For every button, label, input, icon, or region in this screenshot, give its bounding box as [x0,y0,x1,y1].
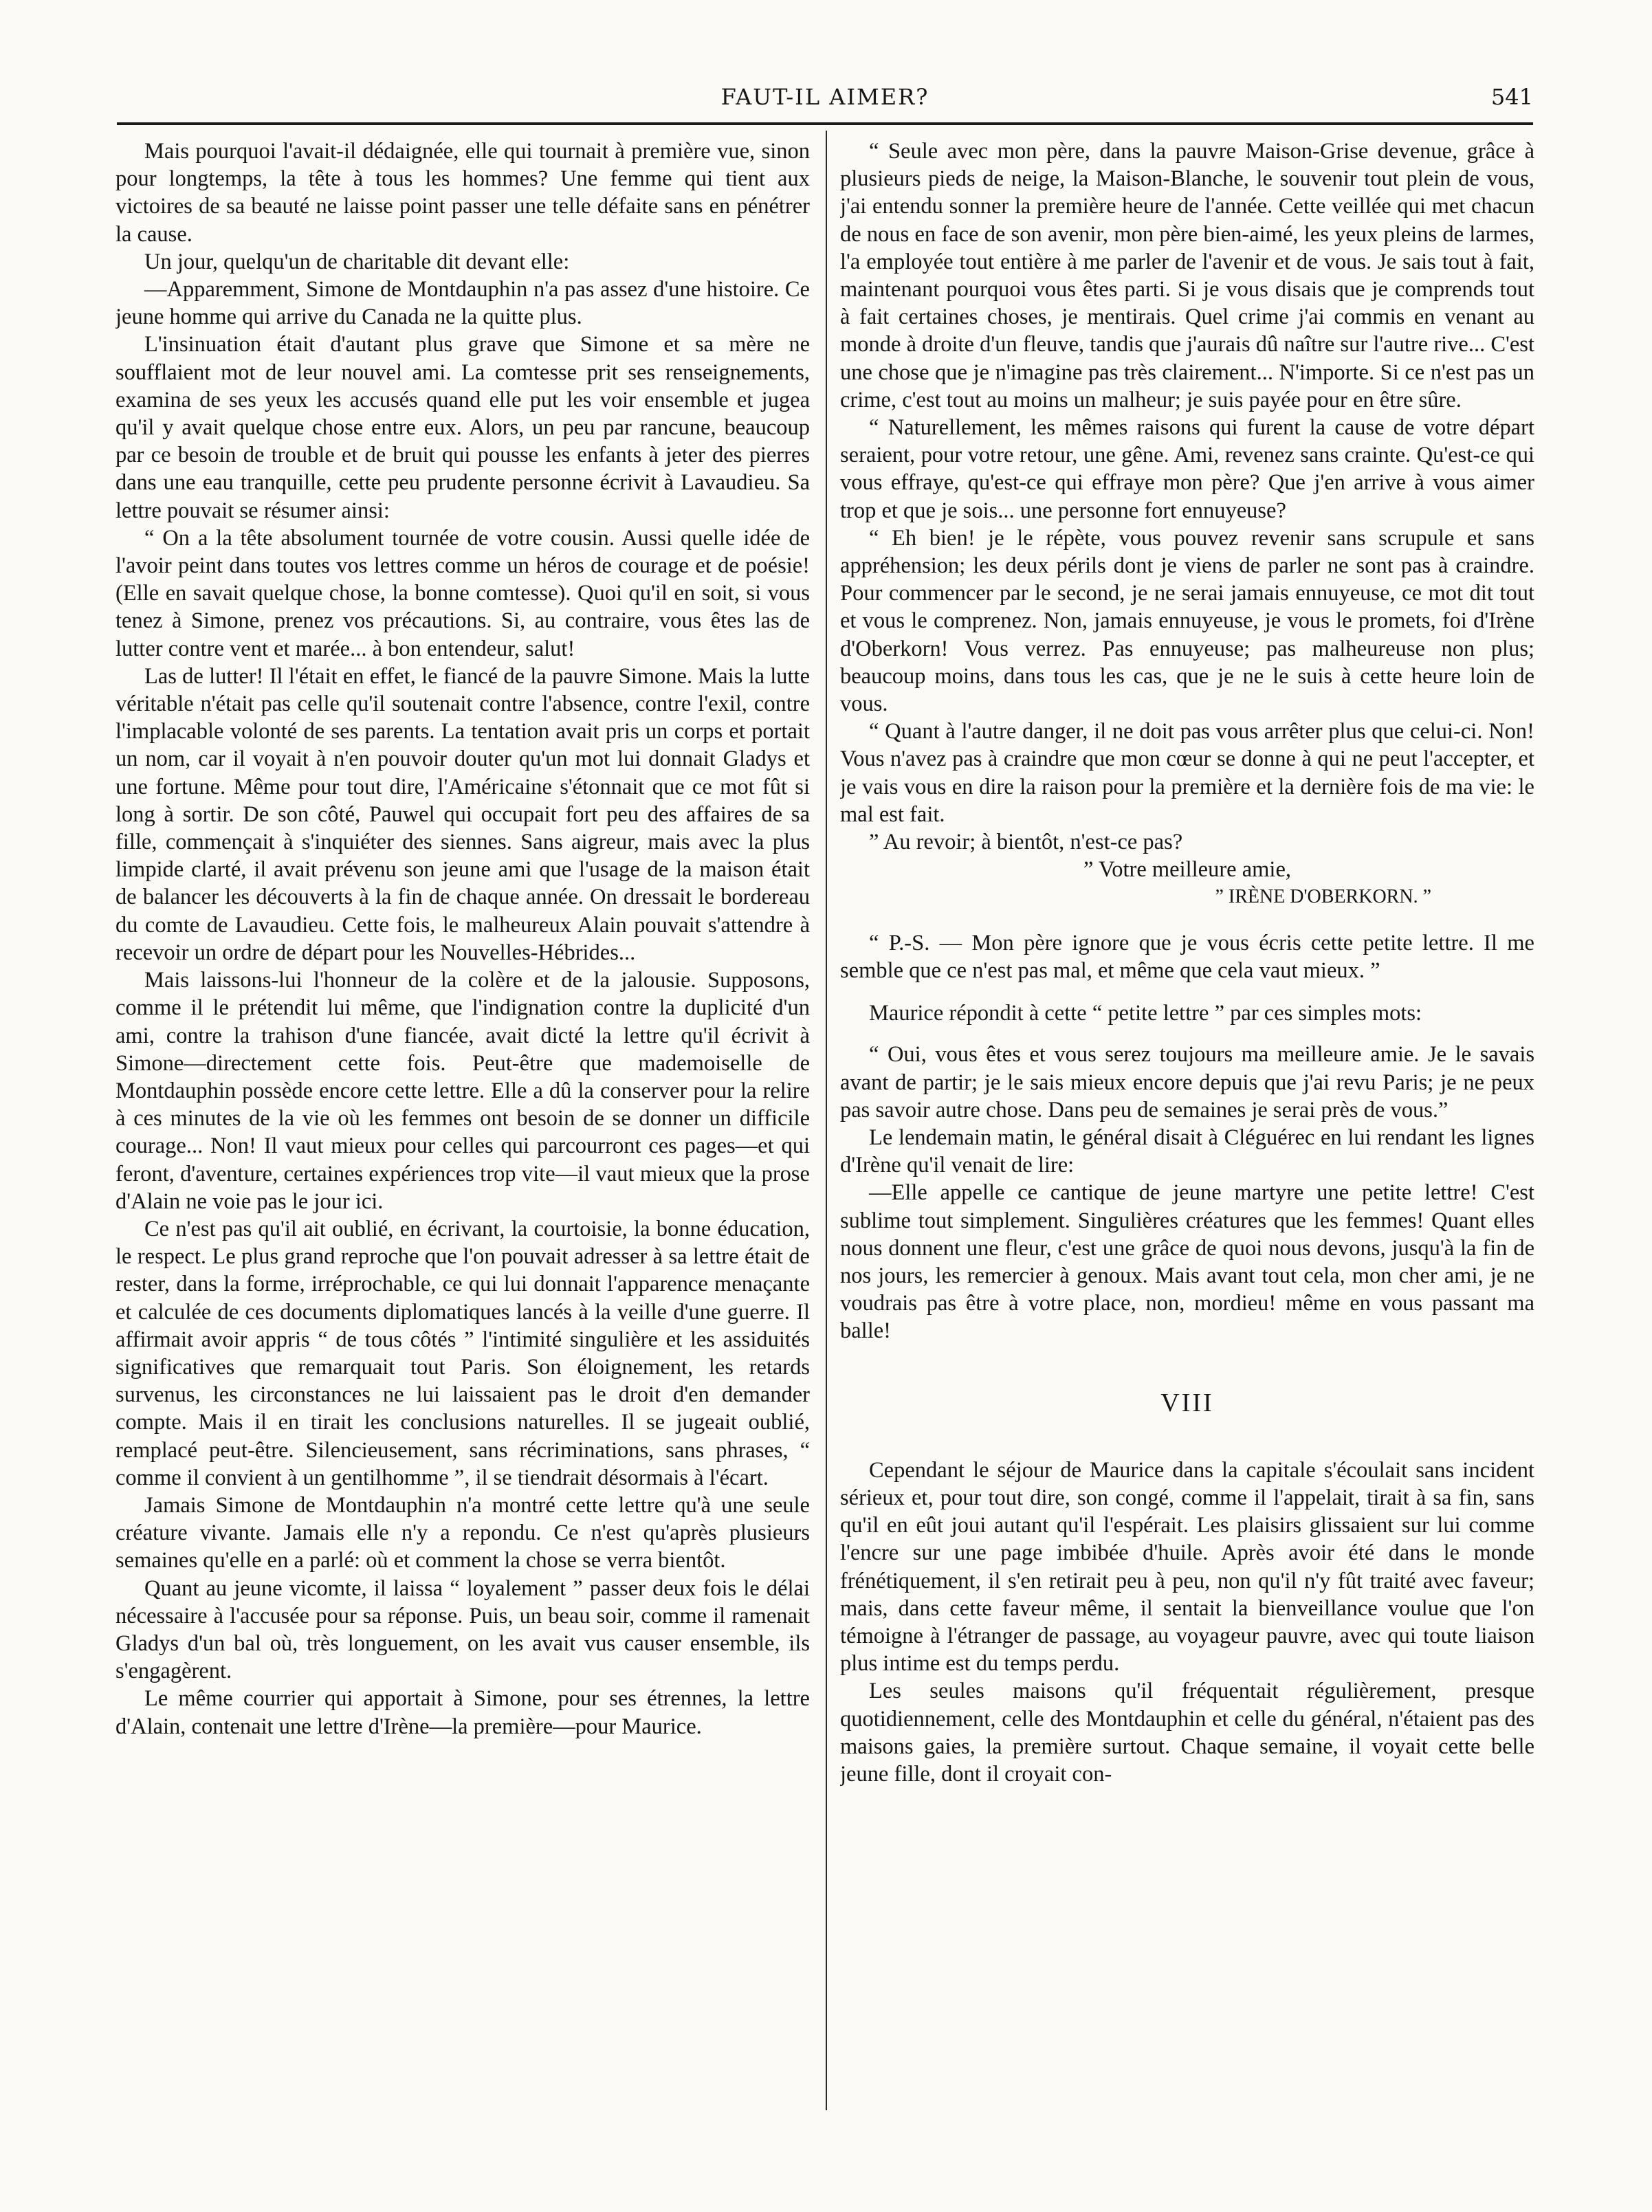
paragraph: Cependant le séjour de Maurice dans la capitale s'écoulait sans incident sérieux et, pour tout dire, son congé, comme il l'appelait, tirait à sa fin, sans qu'il en eût joui autant qu'il l'espérait. Les plaisirs glissaient sur lui comme l'encre sur une page imbibée d'huile. Après avoir été dans le monde frénétiquement, il s'en retirait peu à peu, non qu'il n'y fût traité avec faveur; mais, dans cette faveur même, il sentait la bienveillance voulue que l'on témoigne à l'étranger de passage, au voyageur pauvre, avec qui toute liaison plus intime est du temps perdu. [840,1457,1534,1677]
letter-paragraph: “ Quant à l'autre danger, il ne doit pas vous arrêter plus que celui-ci. Non! Vous n'avez pas à craindre que mon cœur se donne à qui ne peut l'accepter, et je vais vous en dire la raison pour la première et la dernière fois de ma vie: le mal est fait. [840,719,1534,827]
header-rule [117,122,1533,125]
paragraph: —Elle appelle ce cantique de jeune martyre une petite lettre! C'est sublime tout simplement. Singulières créatures que les femmes! Quant elles nous donnent une fleur, c'est une grâce de quoi nous devons, jusqu'à la fin de nos jours, les remercier à genoux. Mais avant tout cela, mon cher ami, je ne voudrais pas être à votre place, non, mordieu! même en vous passant ma balle! [840,1180,1534,1344]
letter-signature: ” IRÈNE D'OBERKORN. ” [1215,886,1431,908]
letter-salutation: ” Votre meilleure amie, [1083,857,1292,883]
chapter-heading: VIII [1160,1388,1214,1417]
paragraph: Mais pourquoi l'avait-il dédaignée, elle qui tournait à première vue, sinon pour longtemps, la tête à tous les hommes? Une femme qui tient aux victoires de sa beauté ne laisse point passer une telle défaite sans en pénétrer la cause. [115,139,810,247]
paragraph: Ce n'est pas qu'il ait oublié, en écrivant, la courtoisie, la bonne éducation, le respect. Le plus grand reproche que l'on pouvait adresser à sa lettre était de rester, dans la forme, irréprochable, ce qui lui donnait l'apparence menaçante et calculée de ces documents diplomatiques lancés à la veille d'une guerre. Il affirmait avoir appris “ de tous côtés ” l'intimité singulière et les assiduités significatives que remarquait tout Paris. Son éloignement, les retards survenus, les circonstances ne lui laissaient pas le droit d'en demander compte. Mais il en tirait les conclusions naturelles. Il se jugeait oublié, remplacé peut-être. Silencieusement, sans récriminations, sans phrases, “ comme il convient à un gentilhomme ”, il se tiendrait désormais à l'écart. [115,1216,810,1490]
left-column [115,137,810,2131]
letter-paragraph: “ Eh bien! je le répète, vous pouvez revenir sans scrupule et sans appréhension; les deux périls dont je viens de parler ne sont pas à craindre. Pour commencer par le second, je ne serai jamais ennuyeuse, ce mot dit tout et vous le comprenez. Non, jamais ennuyeuse, je vous le promets, foi d'Irène d'Oberkorn! Vous verrez. Pas ennuyeuse; pas malheureuse non plus; beaucoup moins, dans tous les cas, que je ne le suis à cette heure loin de vous. [840,525,1534,717]
page-number: 541 [1490,84,1533,110]
quoted-letter-paragraph: “ On a la tête absolument tournée de votre cousin. Aussi quelle idée de l'avoir peint dans toutes vos lettres comme un héros de courage et de poésie! (Elle en savait quelque chose, la bonne comtesse). Quoi qu'il en soit, si vous tenez à Simone, prenez vos précautions. Si, au contraire, vous êtes las de lutter contre vent et marée... à bon entendeur, salut! [115,525,810,661]
paragraph: Mais laissons-lui l'honneur de la colère et de la jalousie. Supposons, comme il le prétendit lui même, que l'indignation contre la duplicité d'un ami, contre la trahison d'une fiancée, avait dicté la lettre qu'il écrivit à Simone—directement cette fois. Peut-être que mademoiselle de Montdauphin possède encore cette lettre. Elle a dû la conserver pour la relire à ces minutes de la vie où les femmes ont besoin de se donner un difficile courage... Non! Il vaut mieux pour celles qui parcourront ces pages—et qui feront, d'aventure, certaines expériences trop vite—il vaut mieux que la prose d'Alain ne voie pas le jour ici. [115,968,810,1214]
paragraph: Quant au jeune vicomte, il laissa “ loyalement ” passer deux fois le délai nécessaire à l'accusée pour sa réponse. Puis, un beau soir, comme il ramenait Gladys d'un bal où, très longuement, on les avait vus causer ensemble, ils s'engagèrent. [115,1575,810,1684]
paragraph: Maurice répondit à cette “ petite lettre ” par ces simples mots: [869,1001,1422,1026]
running-title: FAUT-IL AIMER? [720,84,929,110]
letter-postscript: “ P.-S. — Mon père ignore que je vous écris cette petite lettre. Il me semble que ce n'est pas mal, et même que cela vaut mieux. ” [840,930,1534,983]
paragraph: Le même courrier qui apportait à Simone, pour ses étrennes, la lettre d'Alain, contenait une lettre d'Irène—la première—pour Maurice. [115,1686,810,1739]
paragraph: Les seules maisons qu'il fréquentait régulièrement, presque quotidiennement, celle des Montdauphin et celle du général, n'étaient pas des maisons gaies, la première surtout. Chaque semaine, il voyait cette belle jeune fille, dont il croyait con- [840,1679,1534,1787]
paragraph: Las de lutter! Il l'était en effet, le fiancé de la pauvre Simone. Mais la lutte véritable n'était pas celle qu'il soutenait contre l'absence, contre l'exil, contre l'implacable volonté de ses parents. La tentation avait pris un corps et portait un nom, car il voyait à n'en pouvoir douter qu'un mot lui donnait Gladys et une fortune. Même pour tout dire, l'Américaine s'étonnait que ce mot fût si long à sortir. De son côté, Pauwel qui occupait fort peu des affaires de sa fille, commençait à s'inquiéter des siennes. Sans aigreur, mais avec la plus limpide clarté, il avait prévenu son jeune ami que l'usage de la maison était de balancer les découverts à la fin de chaque année. On dressait le bordereau du comte de Lavaudieu. Cette fois, le malheureux Alain pouvait s'attendre à recevoir un ordre de départ pour les Nouvelles-Hébrides... [115,663,810,965]
paragraph: Un jour, quelqu'un de charitable dit devant elle: [144,249,570,274]
paragraph: —Apparemment, Simone de Montdauphin n'a pas assez d'une histoire. Ce jeune homme qui arrive du Canada ne la quitte plus. [115,277,810,330]
letter-paragraph: “ Seule avec mon père, dans la pauvre Maison-Grise devenue, grâce à plusieurs pieds de neige, la Maison-Blanche, le souvenir tout plein de vous, j'ai entendu sonner la première heure de l'année. Cette veillée qui met chacun de nous en face de son avenir, mon père bien-aimé, les yeux pleins de larmes, l'a employée tout entière à me parler de l'avenir et de vous. Je sais tout à fait, maintenant pourquoi vous êtes parti. Si je vous disais que je comprends tout à fait certaines choses, je mentirais. Quel crime j'ai commis en venant au monde à droite d'un fleuve, tandis que j'aurais dû naître sur l'autre rive... C'est une chose que je n'imagine pas très clairement... N'importe. Si ce n'est pas un crime, c'est tout au moins un malheur; je suis payée pour en être sûre. [840,139,1534,412]
paragraph: Le lendemain matin, le général disait à Cléguérec en lui rendant les lignes d'Irène qu'il venait de lire: [840,1125,1534,1178]
reply-letter: “ Oui, vous êtes et vous serez toujours ma meilleure amie. Je le savais avant de partir; je le sais mieux encore depuis que j'ai revu Paris; je ne peux pas savoir autre chose. Dans peu de semaines je serai près de vous.” [840,1042,1534,1122]
letter-paragraph: “ Naturellement, les mêmes raisons qui furent la cause de votre départ seraient, pour votre retour, une gêne. Ami, revenez sans crainte. Qu'est-ce qui vous effraye, qu'est-ce qui effraye mon père? Que j'en arrive à vous aimer trop et que je sois... une personne fort ennuyeuse? [840,415,1534,523]
column-divider [826,131,827,2110]
running-header [117,84,1533,122]
letter-closing: ” Au revoir; à bientôt, n'est-ce pas? [869,830,1183,855]
paragraph: L'insinuation était d'autant plus grave que Simone et sa mère ne soufflaient mot de leur nouvel ami. La comtesse prit ses renseignements, examina de ses yeux les accusés quand elle put les voir ensemble et jugea qu'il y avait quelque chose entre eux. Alors, un peu par rancune, beaucoup par ce besoin de trouble et de bruit qui pousse les enfants à jeter des pierres dans une eau tranquille, cette peu prudente personne écrivit à Lavaudieu. Sa lettre pouvait se résumer ainsi: [115,332,810,523]
right-column [840,137,1534,2131]
paragraph: Jamais Simone de Montdauphin n'a montré cette lettre qu'à une seule créature vivante. Jamais elle n'y a repondu. Ce n'est qu'après plusieurs semaines qu'elle en a parlé: où et comment la chose se verra bientôt. [115,1492,810,1573]
